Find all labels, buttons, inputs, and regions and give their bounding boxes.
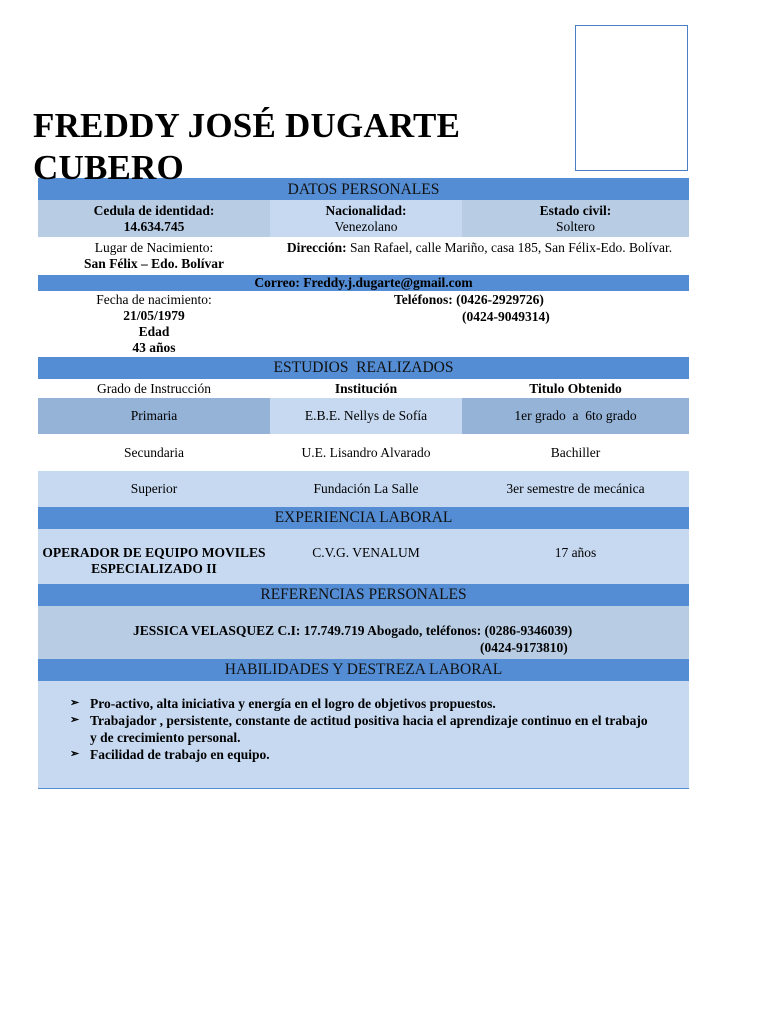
direccion-label: Dirección: (286, 240, 347, 255)
section-header-habilidades (38, 659, 689, 681)
habilidades-list (68, 695, 649, 763)
estudios-grado: Superior (38, 471, 270, 507)
experiencia-row (38, 529, 689, 584)
experiencia-cargo-line-1: OPERADOR DE EQUIPO MOVILES (42, 545, 266, 560)
experiencia-tiempo (462, 529, 689, 584)
telefono-line-1 (394, 292, 544, 308)
telefonos-cell (270, 291, 689, 357)
experiencia-tiempo-text: 17 años (554, 545, 597, 560)
edad-label: Edad (138, 324, 170, 339)
cedula-label: Cedula de identidad: (93, 202, 215, 218)
personal-id-row (38, 200, 689, 237)
experiencia-empresa-text: C.V.G. VENALUM (312, 545, 420, 560)
estudios-col-institucion: Institución (270, 379, 462, 398)
fecha-label: Fecha de nacimiento: (96, 292, 212, 307)
list-item (68, 746, 649, 763)
section-header-experiencia (38, 507, 689, 529)
referencias-row (38, 606, 689, 659)
edad-value: 43 años (132, 340, 176, 355)
arrow-bullet-icon: ➢ (70, 748, 80, 760)
section-title-estudios: ESTUDIOS REALIZADOS (273, 359, 454, 376)
nacionalidad-cell (270, 200, 462, 237)
direccion-value: San Rafael, calle Mariño, casa 185, San Félix-Edo. Bolívar. (350, 240, 673, 255)
habilidades-list-box (38, 681, 689, 789)
section-header-estudios (38, 357, 689, 379)
estudios-row-secundaria (38, 434, 689, 471)
estudios-institucion: E.B.E. Nellys de Sofía (270, 398, 462, 434)
email-text: Correo: Freddy.j.dugarte@gmail.com (254, 275, 473, 290)
cedula-cell (38, 200, 270, 237)
habilidad-text: Facilidad de trabajo en equipo. (90, 747, 270, 762)
photo-placeholder (575, 25, 688, 171)
experiencia-cargo-line-2: ESPECIALIZADO II (91, 561, 217, 576)
estudios-row-superior (38, 471, 689, 507)
estudios-titulo: 1er grado a 6to grado (462, 398, 689, 434)
referencia-line-2: (0424-9173810) (480, 640, 568, 655)
arrow-bullet-icon: ➢ (70, 697, 80, 709)
direccion-cell (270, 237, 689, 275)
estudios-titulo: 3er semestre de mecánica (462, 471, 689, 507)
lugar-label: Lugar de Nacimiento: (94, 240, 214, 255)
section-title-experiencia: EXPERIENCIA LABORAL (274, 509, 453, 526)
estudios-header-row (38, 379, 689, 398)
estado-civil-value: Soltero (556, 218, 595, 234)
name-line-2: CUBERO (33, 148, 184, 187)
estado-civil-label: Estado civil: (539, 202, 612, 218)
list-item (68, 695, 649, 712)
estudios-grado: Secundaria (38, 434, 270, 471)
estado-civil-cell (462, 200, 689, 237)
birthplace-address-row (38, 237, 689, 275)
section-title-habilidades: HABILIDADES Y DESTREZA LABORAL (224, 661, 503, 678)
lugar-value: San Félix – Edo. Bolívar (84, 256, 224, 271)
fecha-value: 21/05/1979 (123, 308, 185, 323)
experiencia-cargo-cell (38, 529, 270, 584)
telefono-1: (0426-2929726) (456, 292, 544, 307)
candidate-name (33, 105, 553, 189)
nacionalidad-value: Venezolano (334, 218, 398, 234)
estudios-institucion: Fundación La Salle (270, 471, 462, 507)
section-title-datos: DATOS PERSONALES (287, 181, 440, 198)
birthdate-phone-row (38, 291, 689, 357)
fecha-nacimiento-cell (38, 291, 270, 357)
name-line-1: FREDDY JOSÉ DUGARTE (33, 106, 461, 145)
estudios-col-titulo: Titulo Obtenido (462, 379, 689, 398)
estudios-titulo: Bachiller (462, 434, 689, 471)
habilidad-text: Trabajador , persistente, constante de actitud positiva hacia el aprendizaje continuo en el trabajo y de crecimiento personal. (90, 713, 648, 745)
section-header-referencias (38, 584, 689, 606)
cv-table (38, 178, 689, 789)
estudios-col-grado: Grado de Instrucción (38, 379, 270, 398)
cedula-value: 14.634.745 (123, 218, 185, 234)
estudios-row-primaria (38, 398, 689, 434)
arrow-bullet-icon: ➢ (70, 714, 80, 726)
telefonos-label: Teléfonos: (394, 292, 453, 307)
experiencia-empresa (270, 529, 462, 584)
lugar-nacimiento-cell (38, 237, 270, 275)
list-item (68, 712, 649, 746)
habilidad-text: Pro-activo, alta iniciativa y energía en el logro de objetivos propuestos. (90, 696, 496, 711)
estudios-grado: Primaria (38, 398, 270, 434)
telefono-2: (0424-9049314) (462, 309, 550, 324)
direccion-line (287, 240, 672, 256)
email-bar (38, 275, 689, 291)
referencia-line-1: JESSICA VELASQUEZ C.I: 17.749.719 Abogado, teléfonos: (0286-9346039) (133, 623, 573, 638)
estudios-institucion: U.E. Lisandro Alvarado (270, 434, 462, 471)
nacionalidad-label: Nacionalidad: (325, 202, 407, 218)
section-title-referencias: REFERENCIAS PERSONALES (260, 586, 467, 603)
